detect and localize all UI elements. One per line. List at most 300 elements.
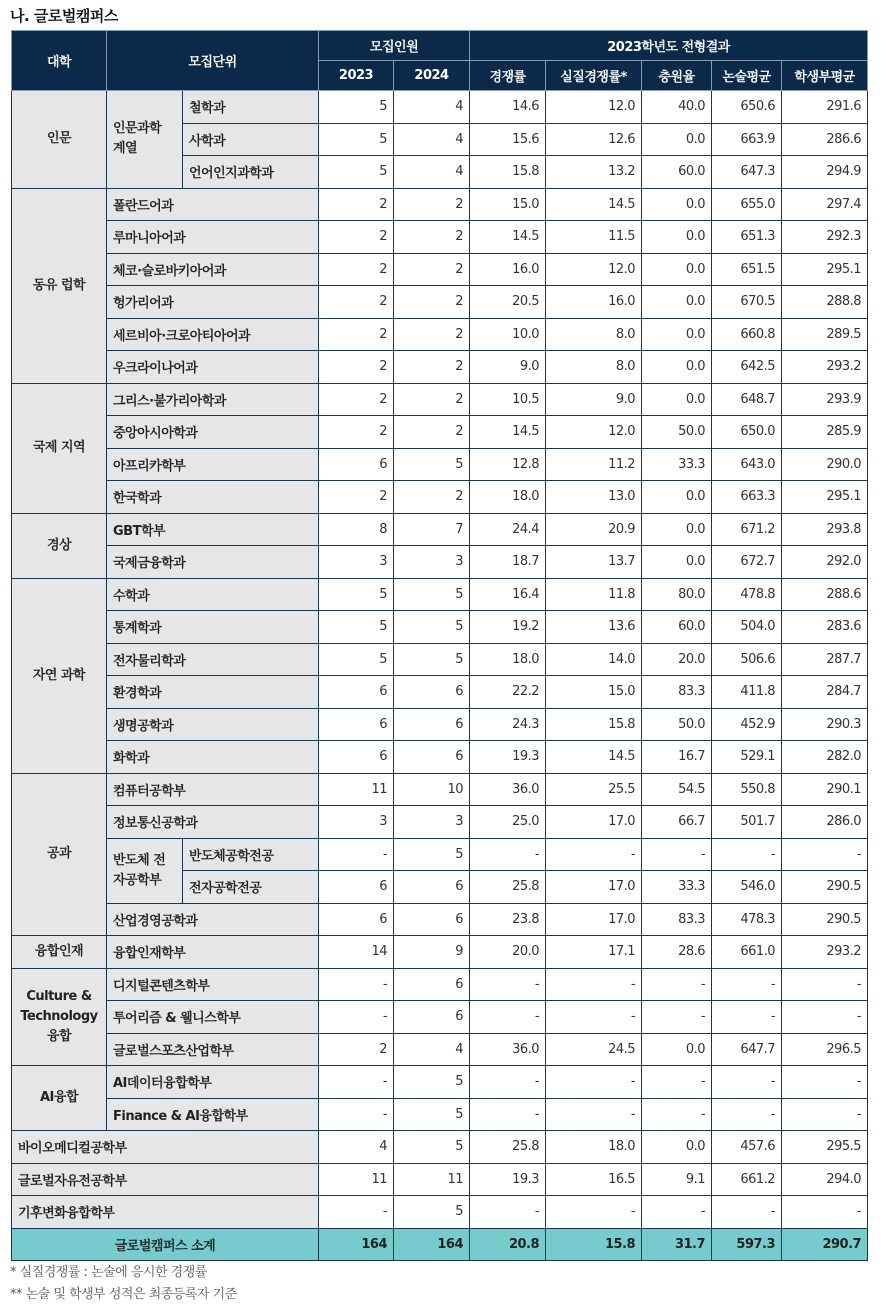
- cell-comp: 12.8: [470, 448, 546, 481]
- cell-essay: 650.6: [712, 91, 782, 124]
- cell-fill: 83.3: [642, 676, 712, 709]
- cell-real: 11.2: [546, 448, 642, 481]
- table-row: [12, 318, 868, 351]
- cell-real: 18.0: [546, 1131, 642, 1164]
- cell-q23: 2: [319, 351, 394, 384]
- cell-rec: 295.1: [782, 253, 868, 286]
- cell-fill: 0.0: [642, 318, 712, 351]
- unit-name: 환경학과: [107, 676, 319, 709]
- cell-comp: 24.3: [470, 708, 546, 741]
- unit-name: 수학과: [107, 578, 319, 611]
- cell-essay: 550.8: [712, 773, 782, 806]
- unit-name: 언어인지과학과: [183, 156, 319, 189]
- cell-real: -: [546, 968, 642, 1001]
- footnote-1: * 실질경쟁률 : 논술에 응시한 경쟁률: [10, 1265, 207, 1280]
- cell-essay: 411.8: [712, 676, 782, 709]
- cell-q24: 10: [394, 773, 470, 806]
- unit-name: 반도체공학전공: [183, 838, 319, 871]
- cell-real: 13.0: [546, 481, 642, 514]
- cell-q23: 2: [319, 1033, 394, 1066]
- cell-q24: 4: [394, 156, 470, 189]
- cell-q24: 7: [394, 513, 470, 546]
- cell-rec: 290.1: [782, 773, 868, 806]
- cell-rec: 297.4: [782, 188, 868, 221]
- cell-fill: 50.0: [642, 416, 712, 449]
- cell-rec: 292.0: [782, 546, 868, 579]
- unit-name: GBT학부: [107, 513, 319, 546]
- header-quota: 모집인원: [319, 31, 470, 61]
- unit-name: 정보통신공학과: [107, 806, 319, 839]
- cell-rec: -: [782, 1066, 868, 1099]
- unit-name: 융합인재학부: [107, 936, 319, 969]
- table-row: [12, 1196, 868, 1229]
- cell-q24: 9: [394, 936, 470, 969]
- cell-real: -: [546, 1066, 642, 1099]
- cell-fill: 16.7: [642, 741, 712, 774]
- cell-q24: 5: [394, 838, 470, 871]
- section-title: 나. 글로벌캠퍼스: [10, 7, 118, 25]
- unit-name: 글로벌스포츠산업학부: [107, 1033, 319, 1066]
- cell-essay: 478.3: [712, 903, 782, 936]
- cell-comp: 18.0: [470, 643, 546, 676]
- cell-rec: 293.2: [782, 936, 868, 969]
- college-group: 인문: [12, 91, 107, 189]
- cell-real: 17.0: [546, 903, 642, 936]
- cell-comp: 36.0: [470, 773, 546, 806]
- cell-q23: 6: [319, 708, 394, 741]
- cell-fill: 33.3: [642, 871, 712, 904]
- cell-essay: -: [712, 968, 782, 1001]
- unit-name: 통계학과: [107, 611, 319, 644]
- cell-q24: 2: [394, 351, 470, 384]
- cell-fill: 9.1: [642, 1163, 712, 1196]
- unit-name: 화학과: [107, 741, 319, 774]
- header-2024: 2024: [394, 61, 470, 91]
- table-row: [12, 676, 868, 709]
- unit-name: 중앙아시아학과: [107, 416, 319, 449]
- cell-fill: 28.6: [642, 936, 712, 969]
- cell-fill: 0.0: [642, 513, 712, 546]
- unit-name: 컴퓨터공학부: [107, 773, 319, 806]
- table-row: [12, 708, 868, 741]
- table-row: [12, 546, 868, 579]
- cell-rec: 290.3: [782, 708, 868, 741]
- table-row: [12, 1001, 868, 1034]
- cell-q23: 14: [319, 936, 394, 969]
- header-essay: 논술평균: [712, 61, 782, 91]
- cell-essay: 663.3: [712, 481, 782, 514]
- cell-essay: 661.0: [712, 936, 782, 969]
- cell-q24: 5: [394, 448, 470, 481]
- cell-q23: 2: [319, 318, 394, 351]
- cell-comp: 18.7: [470, 546, 546, 579]
- cell-comp: 23.8: [470, 903, 546, 936]
- cell-fill: 0.0: [642, 351, 712, 384]
- cell-essay: 651.5: [712, 253, 782, 286]
- cell-q23: 3: [319, 546, 394, 579]
- unit-name: 우크라이나어과: [107, 351, 319, 384]
- cell-q24: 2: [394, 221, 470, 254]
- cell-q24: 6: [394, 1001, 470, 1034]
- cell-comp: 19.3: [470, 1163, 546, 1196]
- cell-rec: 290.5: [782, 871, 868, 904]
- cell-rec: 294.9: [782, 156, 868, 189]
- table-row: [12, 513, 868, 546]
- cell-rec: -: [782, 968, 868, 1001]
- cell-comp: 14.5: [470, 416, 546, 449]
- table-row: [12, 481, 868, 514]
- cell-rec: -: [782, 1196, 868, 1229]
- unit-name: 사학과: [183, 123, 319, 156]
- cell-q24: 6: [394, 968, 470, 1001]
- cell-q24: 4: [394, 91, 470, 124]
- cell-essay: 671.2: [712, 513, 782, 546]
- cell-rec: 286.6: [782, 123, 868, 156]
- cell-q23: 2: [319, 221, 394, 254]
- cell-q23: -: [319, 838, 394, 871]
- cell-q23: -: [319, 1196, 394, 1229]
- total-rec: 290.7: [782, 1228, 868, 1261]
- cell-real: 13.6: [546, 611, 642, 644]
- cell-rec: 293.9: [782, 383, 868, 416]
- college-group: 동유 럽학: [12, 188, 107, 383]
- cell-q24: 5: [394, 643, 470, 676]
- cell-essay: -: [712, 838, 782, 871]
- cell-q24: 4: [394, 1033, 470, 1066]
- cell-rec: 295.1: [782, 481, 868, 514]
- cell-q24: 3: [394, 546, 470, 579]
- cell-q23: 5: [319, 578, 394, 611]
- cell-comp: -: [470, 1066, 546, 1099]
- cell-q23: 5: [319, 156, 394, 189]
- cell-fill: 0.0: [642, 546, 712, 579]
- cell-rec: 295.5: [782, 1131, 868, 1164]
- cell-fill: -: [642, 838, 712, 871]
- total-essay: 597.3: [712, 1228, 782, 1261]
- unit-name: Finance & AI융합학부: [107, 1098, 319, 1131]
- cell-fill: -: [642, 1196, 712, 1229]
- unit-name: 아프리카학부: [107, 448, 319, 481]
- cell-rec: 284.7: [782, 676, 868, 709]
- cell-real: 20.9: [546, 513, 642, 546]
- cell-rec: 282.0: [782, 741, 868, 774]
- cell-comp: 24.4: [470, 513, 546, 546]
- unit-name: 체코·슬로바키아어과: [107, 253, 319, 286]
- cell-fill: 0.0: [642, 123, 712, 156]
- cell-q24: 5: [394, 1098, 470, 1131]
- college-group: 공과: [12, 773, 107, 936]
- cell-q24: 2: [394, 188, 470, 221]
- cell-q24: 5: [394, 611, 470, 644]
- cell-fill: 80.0: [642, 578, 712, 611]
- college-group: 경상: [12, 513, 107, 578]
- cell-q23: 11: [319, 773, 394, 806]
- cell-essay: 642.5: [712, 351, 782, 384]
- cell-real: 13.2: [546, 156, 642, 189]
- cell-real: 8.0: [546, 318, 642, 351]
- header-record: 학생부평균: [782, 61, 868, 91]
- cell-essay: 478.8: [712, 578, 782, 611]
- cell-rec: 293.8: [782, 513, 868, 546]
- cell-comp: 14.5: [470, 221, 546, 254]
- cell-rec: -: [782, 1098, 868, 1131]
- table-row: [12, 741, 868, 774]
- cell-q24: 2: [394, 383, 470, 416]
- cell-comp: 16.0: [470, 253, 546, 286]
- cell-essay: 651.3: [712, 221, 782, 254]
- cell-fill: 83.3: [642, 903, 712, 936]
- cell-essay: 661.2: [712, 1163, 782, 1196]
- header-real-comp: 실질경쟁률*: [546, 61, 642, 91]
- cell-rec: 286.0: [782, 806, 868, 839]
- table-row: [12, 838, 868, 871]
- cell-q23: 2: [319, 481, 394, 514]
- unit-name: 세르비아·크로아티아어과: [107, 318, 319, 351]
- cell-real: 25.5: [546, 773, 642, 806]
- cell-real: 11.8: [546, 578, 642, 611]
- cell-essay: 647.3: [712, 156, 782, 189]
- cell-q24: 6: [394, 903, 470, 936]
- table-row: [12, 968, 868, 1001]
- college-group: 융합인재: [12, 936, 107, 969]
- cell-fill: 0.0: [642, 221, 712, 254]
- cell-q24: 11: [394, 1163, 470, 1196]
- cell-real: 13.7: [546, 546, 642, 579]
- cell-q23: 5: [319, 123, 394, 156]
- unit-name: 디지털콘텐츠학부: [107, 968, 319, 1001]
- table-row: [12, 1066, 868, 1099]
- cell-real: 14.5: [546, 188, 642, 221]
- table-row: [12, 936, 868, 969]
- cell-real: 14.5: [546, 741, 642, 774]
- cell-comp: 25.8: [470, 871, 546, 904]
- cell-rec: 285.9: [782, 416, 868, 449]
- cell-comp: 10.0: [470, 318, 546, 351]
- cell-real: 12.0: [546, 91, 642, 124]
- cell-essay: 650.0: [712, 416, 782, 449]
- cell-essay: 452.9: [712, 708, 782, 741]
- cell-rec: -: [782, 1001, 868, 1034]
- cell-q24: 2: [394, 286, 470, 319]
- table-row: [12, 253, 868, 286]
- cell-comp: 10.5: [470, 383, 546, 416]
- cell-essay: 506.6: [712, 643, 782, 676]
- cell-essay: 648.7: [712, 383, 782, 416]
- cell-real: 11.5: [546, 221, 642, 254]
- cell-q23: 6: [319, 676, 394, 709]
- cell-q23: -: [319, 968, 394, 1001]
- cell-q24: 3: [394, 806, 470, 839]
- table-row: [12, 1033, 868, 1066]
- unit-name: 폴란드어과: [107, 188, 319, 221]
- cell-essay: 643.0: [712, 448, 782, 481]
- unit-name: 그리스·불가리아학과: [107, 383, 319, 416]
- header-comp: 경쟁률: [470, 61, 546, 91]
- cell-essay: 501.7: [712, 806, 782, 839]
- cell-comp: 22.2: [470, 676, 546, 709]
- cell-essay: -: [712, 1066, 782, 1099]
- cell-fill: 50.0: [642, 708, 712, 741]
- cell-q24: 4: [394, 123, 470, 156]
- cell-q24: 6: [394, 871, 470, 904]
- footnote-2: ** 논술 및 학생부 성적은 최종등록자 기준: [10, 1287, 237, 1302]
- table-row: [12, 351, 868, 384]
- cell-fill: 66.7: [642, 806, 712, 839]
- cell-fill: 54.5: [642, 773, 712, 806]
- cell-real: 15.8: [546, 708, 642, 741]
- unit-subgroup: 인문과학 계열: [107, 91, 183, 189]
- cell-rec: 291.6: [782, 91, 868, 124]
- cell-real: 12.0: [546, 253, 642, 286]
- cell-comp: 25.0: [470, 806, 546, 839]
- cell-q24: 2: [394, 416, 470, 449]
- cell-real: 24.5: [546, 1033, 642, 1066]
- admission-results-table: [11, 30, 868, 1261]
- cell-comp: 18.0: [470, 481, 546, 514]
- table-row: [12, 1098, 868, 1131]
- cell-essay: 660.8: [712, 318, 782, 351]
- cell-q23: 2: [319, 286, 394, 319]
- cell-q23: 2: [319, 188, 394, 221]
- cell-q23: 2: [319, 253, 394, 286]
- cell-q23: -: [319, 1098, 394, 1131]
- table-row: [12, 773, 868, 806]
- total-row: [12, 1228, 868, 1261]
- cell-rec: 283.6: [782, 611, 868, 644]
- header-unit: 모집단위: [107, 31, 319, 91]
- header-fill: 충원율: [642, 61, 712, 91]
- cell-q23: 6: [319, 741, 394, 774]
- cell-comp: -: [470, 968, 546, 1001]
- cell-essay: 457.6: [712, 1131, 782, 1164]
- cell-q24: 6: [394, 676, 470, 709]
- cell-comp: 9.0: [470, 351, 546, 384]
- total-fill: 31.7: [642, 1228, 712, 1261]
- cell-essay: 670.5: [712, 286, 782, 319]
- cell-real: 12.0: [546, 416, 642, 449]
- header-result: 2023학년도 전형결과: [470, 31, 868, 61]
- cell-comp: 15.6: [470, 123, 546, 156]
- cell-rec: 287.7: [782, 643, 868, 676]
- cell-essay: 672.7: [712, 546, 782, 579]
- cell-fill: -: [642, 1001, 712, 1034]
- unit-name: 루마니아어과: [107, 221, 319, 254]
- cell-q23: 4: [319, 1131, 394, 1164]
- total-q24: 164: [394, 1228, 470, 1261]
- unit-name: 투어리즘 & 웰니스학부: [107, 1001, 319, 1034]
- cell-q24: 2: [394, 253, 470, 286]
- table-row: [12, 806, 868, 839]
- cell-fill: 0.0: [642, 253, 712, 286]
- table-row: [12, 416, 868, 449]
- cell-essay: 529.1: [712, 741, 782, 774]
- cell-q23: -: [319, 1001, 394, 1034]
- college-group: 국제 지역: [12, 383, 107, 513]
- college-group: AI융합: [12, 1066, 107, 1131]
- cell-real: -: [546, 1098, 642, 1131]
- table-row: [12, 1163, 868, 1196]
- total-real: 15.8: [546, 1228, 642, 1261]
- cell-q23: 3: [319, 806, 394, 839]
- cell-real: 17.0: [546, 806, 642, 839]
- cell-fill: 0.0: [642, 383, 712, 416]
- cell-fill: -: [642, 1066, 712, 1099]
- cell-comp: 20.5: [470, 286, 546, 319]
- cell-real: 16.5: [546, 1163, 642, 1196]
- cell-q24: 5: [394, 1131, 470, 1164]
- table-row: [12, 91, 868, 124]
- cell-essay: 663.9: [712, 123, 782, 156]
- unit-name: 한국학과: [107, 481, 319, 514]
- table-row: [12, 1131, 868, 1164]
- table-row: [12, 578, 868, 611]
- cell-real: 14.0: [546, 643, 642, 676]
- cell-essay: -: [712, 1001, 782, 1034]
- cell-real: 15.0: [546, 676, 642, 709]
- cell-essay: 546.0: [712, 871, 782, 904]
- cell-q24: 2: [394, 318, 470, 351]
- unit-name: 바이오메디컬공학부: [12, 1131, 319, 1164]
- cell-fill: 60.0: [642, 156, 712, 189]
- cell-rec: 292.3: [782, 221, 868, 254]
- cell-comp: 19.2: [470, 611, 546, 644]
- footnotes: [10, 1262, 237, 1306]
- cell-rec: 296.5: [782, 1033, 868, 1066]
- cell-rec: 293.2: [782, 351, 868, 384]
- cell-fill: -: [642, 968, 712, 1001]
- cell-real: -: [546, 838, 642, 871]
- cell-rec: 290.0: [782, 448, 868, 481]
- cell-q23: 2: [319, 383, 394, 416]
- cell-comp: -: [470, 838, 546, 871]
- cell-q23: 5: [319, 611, 394, 644]
- unit-name: 전자공학전공: [183, 871, 319, 904]
- unit-subgroup: 반도체 전자공학부: [107, 838, 183, 903]
- unit-name: 기후변화융합학부: [12, 1196, 319, 1229]
- cell-q23: 6: [319, 448, 394, 481]
- total-q23: 164: [319, 1228, 394, 1261]
- cell-q24: 2: [394, 481, 470, 514]
- cell-real: -: [546, 1196, 642, 1229]
- cell-comp: -: [470, 1098, 546, 1131]
- total-comp: 20.8: [470, 1228, 546, 1261]
- table-row: [12, 188, 868, 221]
- total-label: 글로벌캠퍼스 소계: [12, 1228, 319, 1261]
- unit-name: 헝가리어과: [107, 286, 319, 319]
- cell-comp: 14.6: [470, 91, 546, 124]
- table-row: [12, 383, 868, 416]
- cell-fill: 0.0: [642, 1131, 712, 1164]
- table-row: [12, 643, 868, 676]
- cell-fill: 0.0: [642, 286, 712, 319]
- cell-real: 17.0: [546, 871, 642, 904]
- cell-fill: 0.0: [642, 188, 712, 221]
- cell-q24: 5: [394, 1196, 470, 1229]
- cell-fill: 40.0: [642, 91, 712, 124]
- cell-real: -: [546, 1001, 642, 1034]
- cell-q23: 11: [319, 1163, 394, 1196]
- cell-essay: -: [712, 1098, 782, 1131]
- unit-name: AI데이터융합학부: [107, 1066, 319, 1099]
- cell-fill: 20.0: [642, 643, 712, 676]
- cell-q23: 8: [319, 513, 394, 546]
- cell-q23: -: [319, 1066, 394, 1099]
- cell-comp: 25.8: [470, 1131, 546, 1164]
- cell-comp: 15.8: [470, 156, 546, 189]
- cell-rec: 289.5: [782, 318, 868, 351]
- cell-q23: 5: [319, 643, 394, 676]
- cell-comp: -: [470, 1196, 546, 1229]
